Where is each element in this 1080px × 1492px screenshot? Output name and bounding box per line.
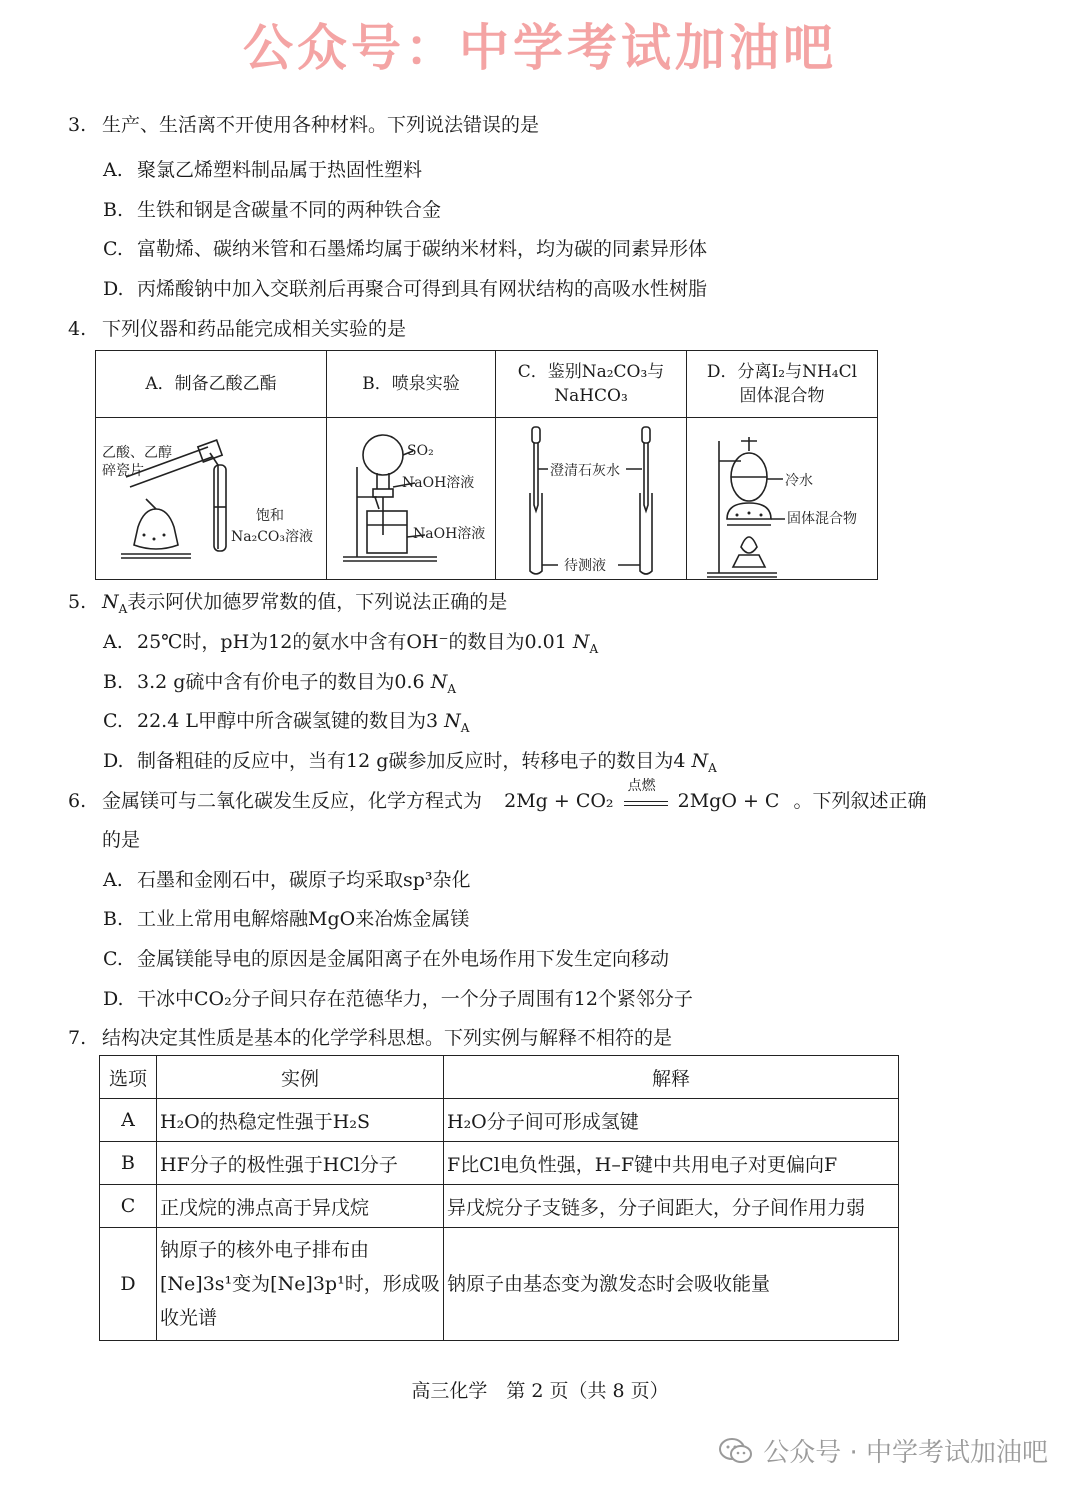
figure-d-sublimation: [687, 417, 877, 581]
q6-option-a: A. 石墨和金刚石中，碳原子均采取sp³杂化: [103, 869, 471, 891]
q3-option-a: A. 聚氯乙烯塑料制品属于热固性塑料: [103, 159, 423, 181]
page-footer: 高三化学 第 2 页（共 8 页）: [411, 1380, 669, 1402]
figure-d-label-cold-water: 冷水: [785, 473, 813, 489]
banner-watermark: 公众号：中学考试加油吧: [243, 19, 837, 77]
q4-apparatus-table: [95, 350, 878, 580]
q7-header-option: 选项: [100, 1056, 157, 1099]
q4-stem: 4. 下列仪器和药品能完成相关实验的是: [68, 318, 407, 340]
figure-b-label-naoh-2: NaOH溶液: [413, 526, 486, 542]
q5-option-d: D. 制备粗硅的反应中，当有12 g碳参加反应时，转移电子的数目为4 $N_A$: [103, 750, 717, 775]
figure-b-fountain: [327, 417, 495, 581]
q3-stem: 3. 生产、生活离不开使用各种材料。下列说法错误的是: [68, 114, 540, 136]
figure-b-label-so2: SO₂: [407, 443, 434, 459]
figure-a-label-4: Na₂CO₃溶液: [231, 529, 314, 545]
q3-option-b: B. 生铁和钢是含碳量不同的两种铁合金: [103, 199, 442, 221]
q6-option-b: B. 工业上常用电解熔融MgO来冶炼金属镁: [103, 908, 470, 930]
q6-stem: 6. 金属镁可与二氧化碳发生反应，化学方程式为 2Mg + CO₂ 点燃 2MgO + C 。下列叙述正确: [68, 778, 927, 812]
q4-header-d: D．分离I₂与NH₄Cl 固体混合物: [706, 362, 858, 406]
q7-stem: 7. 结构决定其性质是基本的化学学科思想。下列实例与解释不相符的是: [68, 1027, 673, 1049]
q5-option-b: B. 3.2 g硫中含有价电子的数目为0.6 $N_A$: [103, 671, 456, 696]
q7-row-a: A H₂O的热稳定性强于H₂S H₂O分子间可形成氢键: [100, 1099, 899, 1142]
q4-header-a: A．制备乙酸乙酯: [145, 374, 277, 394]
figure-a-label-2: 碎瓷片: [102, 463, 144, 479]
q7-row-c: C 正戊烷的沸点高于异戊烷 异戊烷分子支链多，分子间距大，分子间作用力弱: [100, 1185, 899, 1228]
q4-header-c: C．鉴别Na₂CO₃与 NaHCO₃: [517, 362, 665, 406]
q7-header-example: 实例: [157, 1056, 444, 1099]
q5-option-c: C. 22.4 L甲醇中所含碳氢键的数目为3 $N_A$: [103, 710, 470, 735]
q7-header-explanation: 解释: [444, 1056, 899, 1099]
figure-a-label-1: 乙酸、乙醇: [102, 445, 172, 461]
q5-stem: 5. $N_A$表示阿伏加德罗常数的值，下列说法正确的是: [68, 591, 508, 616]
q4-header-b: B．喷泉实验: [362, 374, 460, 394]
q7-table: [99, 1055, 899, 1341]
figure-a-esterification: [96, 417, 326, 581]
q3-option-c: C. 富勒烯、碳纳米管和石墨烯均属于碳纳米材料，均为碳的同素异形体: [103, 238, 708, 260]
q6-equation: 2Mg + CO₂ 点燃 2MgO + C: [504, 778, 780, 812]
q7-header-row: [100, 1056, 899, 1099]
q6-equation-condition: 点燃: [627, 778, 656, 794]
figure-c-label-limewater: 澄清石灰水: [550, 463, 620, 479]
bottom-watermark: [719, 1432, 1048, 1469]
watermark-text: 公众号 · 中学考试加油吧: [763, 1438, 1048, 1468]
q5-option-a: A. 25℃时，pH为12的氨水中含有OH⁻的数目为0.01 $N_A$: [103, 631, 599, 656]
q6-option-d: D. 干冰中CO₂分子间只存在范德华力，一个分子周围有12个紧邻分子: [103, 988, 693, 1010]
figure-b-label-naoh-1: NaOH溶液: [402, 475, 475, 491]
figure-c-identification: [496, 417, 686, 581]
figure-d-label-mixture: 固体混合物: [787, 511, 857, 527]
q3-option-d: D. 丙烯酸钠中加入交联剂后再聚合可得到具有网状结构的高吸水性树脂: [103, 278, 708, 300]
q7-row-b: B HF分子的极性强于HCl分子 F比Cl电负性强，H–F键中共用电子对更偏向F: [100, 1142, 899, 1185]
wechat-icon: [719, 1437, 753, 1465]
q6-stem-line2: 的是: [102, 829, 141, 851]
figure-a-label-3: 饱和: [256, 508, 284, 524]
figure-c-label-test-liquid: 待测液: [564, 558, 606, 574]
q6-option-c: C. 金属镁能导电的原因是金属阳离子在外电场作用下发生定向移动: [103, 948, 670, 970]
q7-row-d: D 钠原子的核外电子排布由 [Ne]3s¹变为[Ne]3p¹时，形成吸 收光谱 钠原子由基态变为激发态时会吸收能量: [100, 1228, 899, 1341]
